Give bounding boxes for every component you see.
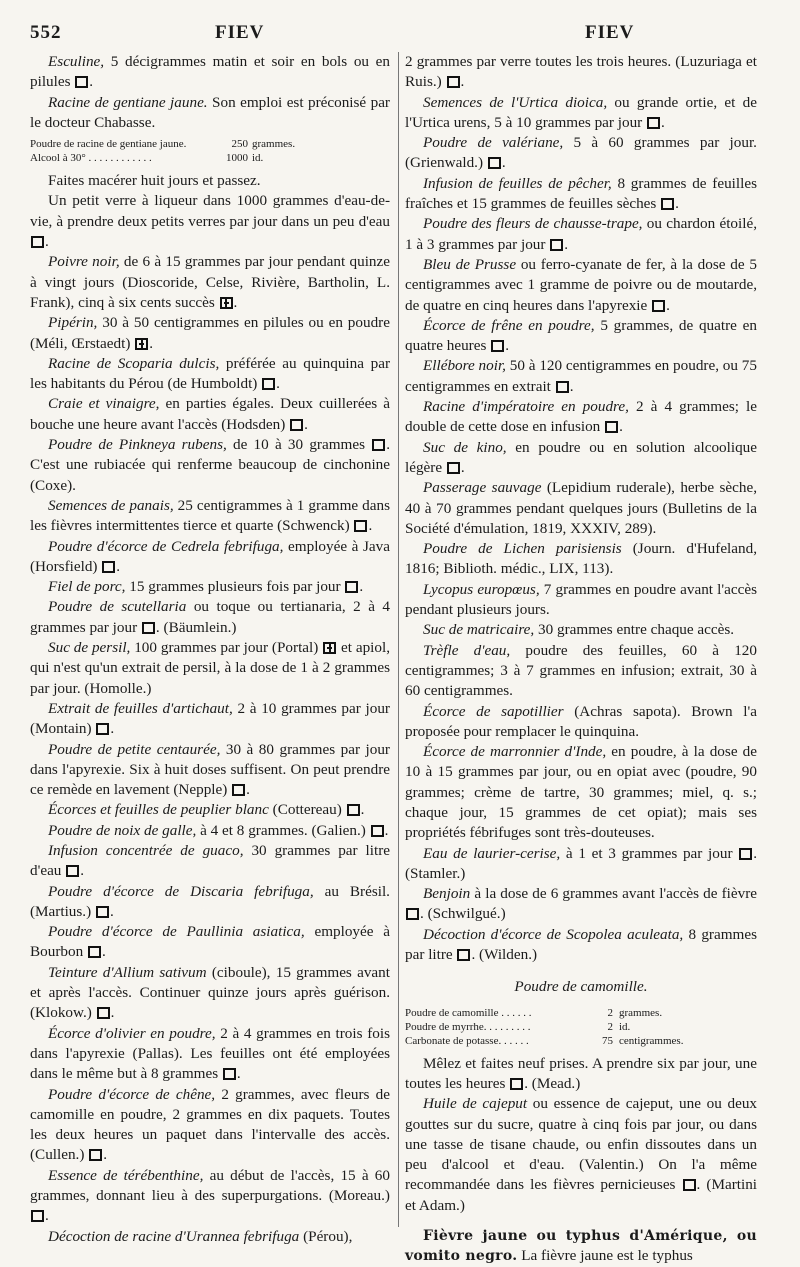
box-icon	[142, 622, 155, 634]
entry-sapotillier: Écorce de sapotillier (Achras sapota). Brown l'a proposée pour remplacer le quinquina.	[405, 702, 758, 740]
box-icon	[683, 1179, 696, 1191]
boxed-plus-icon	[323, 642, 336, 654]
entry-allium: Teinture d'Allium sativum (ciboule), 15 grammes avant et après l'accès. Continuer quinze jours après guérison. (Klokow.) .	[30, 963, 390, 1022]
entry-paullinia: Poudre d'écorce de Paullinia asiatica, employée à Bourbon .	[30, 923, 390, 961]
box-icon	[88, 946, 101, 958]
entry-gentiane: Racine de gentiane jaune. Son emploi est préconisé par le docteur Chabasse.	[30, 93, 390, 131]
entry-fiel: Fiel de porc, 15 grammes plusieurs fois par jour .	[48, 578, 364, 596]
box-icon	[262, 378, 275, 390]
box-icon	[550, 239, 563, 251]
entry-bleu-prusse: Bleu de Prusse ou ferro-cyanate de fer, à la dose de 5 centigrammes avec 1 gramme de poivre ou de moutarde, de quatre en cinq heures dans l'apyrexie .	[405, 255, 757, 314]
box-icon	[371, 825, 384, 837]
left-running-title: FIEV	[215, 22, 265, 43]
entry-artichaut: Extrait de feuilles d'artichaut, 2 à 10 grammes par jour (Montain) .	[30, 699, 390, 738]
entry-kino: Suc de kino, en poudre ou en solution alcoolique légère .	[405, 438, 758, 476]
entry-cedrela: Poudre d'écorce de Cedrela febrifuga, employée à Java (Horsfield) .	[30, 537, 390, 575]
box-icon	[491, 340, 504, 352]
entry-centauree: Poudre de petite centaurée, 30 à 80 grammes par jour dans l'apyrexie. Six à huit doses suffisent. On peut prendre ce remède en lavement (Nepple) .	[30, 740, 390, 799]
entry-lycopus: Lycopus europœus, 7 grammes en poudre avant l'accès pendant plusieurs jours.	[405, 580, 758, 619]
entry-lichen: Poudre de Lichen parisiensis (Journ. d'Hufeland, 1816; Biblioth. médic., LIX, 113).	[405, 540, 758, 578]
box-icon	[510, 1078, 523, 1090]
entry-chausse-trape: Poudre des fleurs de chausse-trape, ou chardon étoilé, 1 à 3 grammes par jour .	[405, 215, 757, 253]
right-running-title: FIEV	[585, 22, 635, 43]
recipe-title: Poudre de camomille.	[514, 978, 648, 996]
box-icon	[347, 804, 360, 816]
entry-valeriane: Poudre de valériane, 5 à 60 grammes par jour. (Grienwald.) .	[405, 134, 757, 172]
recipe-row: Poudre de camomille . . . . . . 2 grammes.	[405, 1006, 663, 1019]
entry-pinkneya: Poudre de Pinkneya rubens, de 10 à 30 grammes . C'est une rubiacée qui renferme beaucoup de cinchonine (Coxe).	[30, 436, 391, 494]
section-heading-fievre-jaune: Fièvre jaune ou typhus d'Amérique, ou vomito negro. La fièvre jaune est le typhus	[405, 1228, 757, 1265]
box-icon	[406, 908, 419, 920]
left-column	[30, 52, 390, 1247]
box-icon	[354, 520, 367, 532]
entry-discaria: Poudre d'écorce de Discaria febrifuga, au Brésil. (Martius.) .	[30, 882, 390, 920]
box-icon	[97, 1007, 110, 1019]
entry-chene: Poudre d'écorce de chêne, 2 grammes, avec fleurs de camomille en poudre, 2 grammes en dix paquets. Toutes les deux heures un paquet dans l'intervalle des accès. (Cullen.) .	[30, 1085, 391, 1164]
box-icon	[447, 76, 460, 88]
box-icon	[457, 949, 470, 961]
box-icon	[345, 581, 358, 593]
running-header	[30, 22, 760, 46]
box-icon	[66, 865, 79, 877]
recipe-row: Alcool à 30° . . . . . . . . . . . . 1000 id.	[30, 152, 264, 165]
entry-urannea: Décoction de racine d'Urannea febrifuga (Pérou),	[48, 1227, 353, 1245]
right-column	[405, 52, 757, 1267]
camomille-recipe-table	[405, 1006, 683, 1048]
entry-peuplier: Écorces et feuilles de peuplier blanc (Cottereau) .	[48, 801, 365, 819]
entry-scutellaria: Poudre de scutellaria ou toque ou tertianaria, 2 à 4 grammes par jour . (Bäumlein.)	[30, 598, 390, 636]
entry-scoparia: Racine de Scoparia dulcis, préférée au quinquina par les habitants du Pérou (de Humboldt) .	[30, 354, 390, 393]
recipe-row: Poudre de myrrhe. . . . . . . . . 2 id.	[405, 1020, 631, 1033]
box-icon	[488, 157, 501, 169]
entry-scopolea: Décoction d'écorce de Scopolea aculeata, 8 grammes par litre . (Wilden.)	[405, 925, 757, 964]
entry-galle: Poudre de noix de galle, à 4 et 8 grammes. (Galien.) .	[48, 821, 389, 839]
entry-pecher: Infusion de feuilles de pêcher, 8 grammes de feuilles fraîches et 15 grammes de feuilles sèches .	[405, 174, 757, 213]
box-icon	[75, 76, 88, 88]
entry-dose: Un petit verre à liqueur dans 1000 grammes d'eau-de-vie, à prendre deux petits verres par jour dans un peu d'eau .	[30, 192, 390, 251]
boxed-plus-icon	[135, 338, 148, 350]
box-icon	[89, 1149, 102, 1161]
box-icon	[605, 421, 618, 433]
entry-urannea-cont: 2 grammes par verre toutes les trois heures. (Luzuriaga et Ruis.) .	[405, 53, 757, 91]
entry-poivre: Poivre noir, de 6 à 15 grammes par jour pendant quinze à vingt jours (Dioscoride, Celse, Rivière, Bartholin, L. Frank), cinq à six cents succès .	[30, 253, 390, 311]
entry-frene: Écorce de frêne en poudre, 5 grammes, de quatre en quatre heures .	[405, 316, 757, 355]
entry-passerage: Passerage sauvage (Lepidium ruderale), herbe sèche, 40 à 70 grammes pendant quelques jours (Bulletins de la Société d'émulation, 1819, XXXIV, 289).	[405, 479, 757, 537]
recipe-row: Carbonate de potasse. . . . . . 75 centigrammes.	[405, 1034, 684, 1047]
entry-terebenthine: Essence de térébenthine, au début de l'accès, 15 à 60 grammes, donnant lieu à des superpurgations. (Moreau.) .	[30, 1166, 390, 1225]
entry-panais: Semences de panais, 25 centigrammes à 1 gramme dans les fièvres intermittentes tierce et quarte (Schwenck) .	[30, 496, 390, 535]
box-icon	[647, 117, 660, 129]
box-icon	[96, 906, 109, 918]
box-icon	[652, 300, 665, 312]
entry-laurier-cerise: Eau de laurier-cerise, à 1 et 3 grammes par jour . (Stamler.)	[405, 844, 757, 882]
box-icon	[290, 419, 303, 431]
entry-benjoin: Benjoin à la dose de 6 grammes avant l'accès de fièvre . (Schwilgué.)	[405, 884, 757, 925]
box-icon	[96, 723, 109, 735]
column-divider	[398, 52, 399, 1227]
recipe-row: Poudre de racine de gentiane jaune. 250 grammes.	[30, 138, 296, 151]
entry-olivier: Écorce d'olivier en poudre, 2 à 4 grammes en trois fois dans l'apyrexie (Pallas). Les feuilles ont été employées dans le même but à 8 grammes .	[30, 1024, 390, 1083]
box-icon	[447, 462, 460, 474]
entry-instruction: Faites macérer huit jours et passez.	[48, 172, 261, 190]
entry-guaco: Infusion concentrée de guaco, 30 grammes par litre d'eau .	[30, 841, 390, 880]
entry-urtica: Semences de l'Urtica dioica, ou grande ortie, et de l'Urtica urens, 5 à 10 grammes par jour .	[405, 93, 758, 131]
box-icon	[661, 198, 674, 210]
entry-imperatoire: Racine d'impératoire en poudre, 2 à 4 grammes; le double de cette dose en infusion .	[405, 398, 758, 436]
entry-melez: Mêlez et faites neuf prises. A prendre six par jour, une toutes les heures . (Mead.)	[405, 1054, 757, 1092]
entry-cajeput: Huile de cajeput ou essence de cajeput, une ou deux gouttes sur du sucre, quatre à cinq fois par jour, ou dans une tasse de tisane chaude, ou enfin dissoutes dans un peu d'alcool et d'eau. (Valentin.) On l'a même recommandée dans les fièvres pernicieuses . (Martini et Adam.)	[405, 1095, 758, 1214]
box-icon	[739, 848, 752, 860]
entry-matricaire: Suc de matricaire, 30 grammes entre chaque accès.	[423, 621, 735, 639]
entry-ellebore: Ellébore noir, 50 à 120 centigrammes en poudre, ou 75 centigrammes en extrait .	[405, 357, 757, 395]
entry-piperin: Pipérin, 30 à 50 centigrammes en pilules ou en poudre (Méli, Œrstaedt) .	[30, 314, 390, 352]
box-icon	[223, 1068, 236, 1080]
box-icon	[102, 561, 115, 573]
box-icon	[31, 1210, 44, 1222]
box-icon	[232, 784, 245, 796]
entry-esculine: Esculine, 5 décigrammes matin et soir en bols ou en pilules .	[30, 53, 390, 91]
entry-trefle: Trèfle d'eau, poudre des feuilles, 60 à 120 centigrammes; 3 à 7 grammes en infusion; extrait, 30 à 60 centigrammes.	[405, 641, 757, 700]
box-icon	[31, 236, 44, 248]
entry-marronnier: Écorce de marronnier d'Inde, en poudre, à la dose de 10 à 15 grammes par jour, ou en opiat avec (poudre, 90 grammes; crème de tartre, 30 grammes; miel, q. s.; chaque jour, 15 grammes de cet opiat); mais ses propriétés fébrifuges sont très-douteuses.	[405, 743, 757, 842]
entry-craie: Craie et vinaigre, en parties égales. Deux cuillerées à bouche une heure avant l'accès (Hodsden) .	[30, 395, 390, 433]
page-number: 552	[30, 22, 62, 43]
entry-persil: Suc de persil, 100 grammes par jour (Portal) et apiol, qui n'est qu'un extrait de persil, à la dose de 1 à 2 grammes par jour. (Homolle.)	[30, 639, 391, 697]
boxed-plus-icon	[220, 297, 233, 309]
gentiane-recipe-table	[30, 137, 295, 165]
box-icon	[556, 381, 569, 393]
box-icon	[372, 439, 385, 451]
